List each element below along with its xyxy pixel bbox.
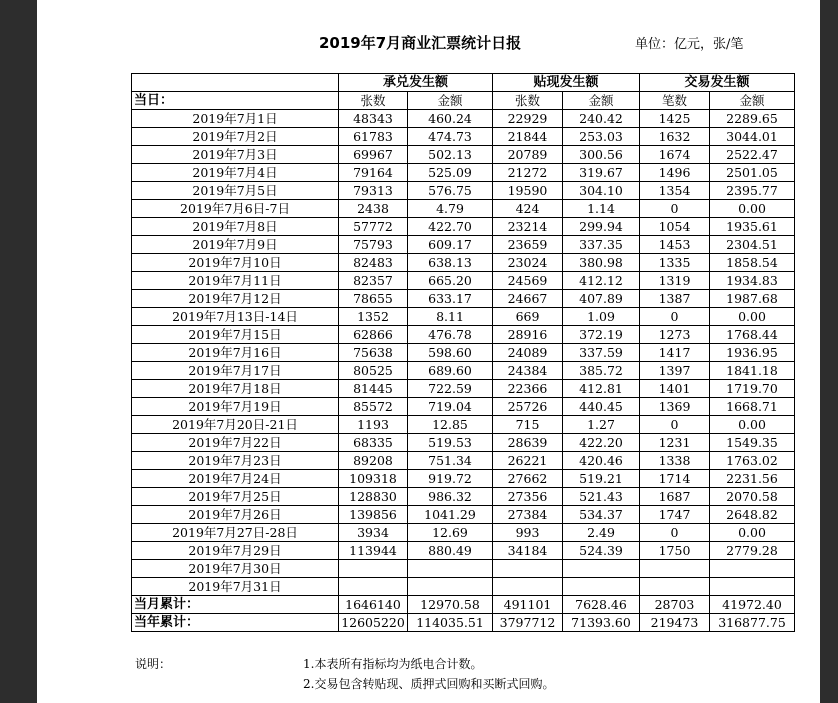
value-cell: 24569 <box>493 272 563 290</box>
value-cell: 299.94 <box>563 218 640 236</box>
value-cell: 1719.70 <box>710 380 795 398</box>
value-cell: 474.73 <box>408 128 493 146</box>
total-value-cell: 316877.75 <box>710 614 795 632</box>
value-cell <box>640 578 710 596</box>
date-cell: 2019年7月19日 <box>132 398 339 416</box>
value-cell: 1747 <box>640 506 710 524</box>
value-cell: 89208 <box>339 452 408 470</box>
value-cell <box>710 578 795 596</box>
value-cell: 0.00 <box>710 416 795 434</box>
value-cell: 2231.56 <box>710 470 795 488</box>
value-cell <box>408 560 493 578</box>
value-cell: 2304.51 <box>710 236 795 254</box>
value-cell: 1335 <box>640 254 710 272</box>
date-cell: 2019年7月9日 <box>132 236 339 254</box>
value-cell: 2289.65 <box>710 110 795 128</box>
value-cell <box>563 560 640 578</box>
table-row <box>132 398 795 416</box>
value-cell: 460.24 <box>408 110 493 128</box>
value-cell: 12.85 <box>408 416 493 434</box>
date-cell: 2019年7月15日 <box>132 326 339 344</box>
total-value-cell: 71393.60 <box>563 614 640 632</box>
note-item: 1.本表所有指标均为纸电合计数。 <box>303 657 483 671</box>
table-row <box>132 470 795 488</box>
table-row <box>132 452 795 470</box>
value-cell: 1369 <box>640 398 710 416</box>
value-cell: 2.49 <box>563 524 640 542</box>
value-cell: 24667 <box>493 290 563 308</box>
value-cell: 20789 <box>493 146 563 164</box>
subheader-cell: 金额 <box>710 92 795 110</box>
value-cell: 82357 <box>339 272 408 290</box>
value-cell: 2522.47 <box>710 146 795 164</box>
value-cell: 880.49 <box>408 542 493 560</box>
date-cell: 2019年7月8日 <box>132 218 339 236</box>
value-cell: 0 <box>640 416 710 434</box>
value-cell: 139856 <box>339 506 408 524</box>
value-cell: 304.10 <box>563 182 640 200</box>
monthly-total-row <box>132 596 795 614</box>
value-cell: 519.21 <box>563 470 640 488</box>
value-cell: 524.39 <box>563 542 640 560</box>
value-cell: 2438 <box>339 200 408 218</box>
value-cell: 919.72 <box>408 470 493 488</box>
value-cell: 1496 <box>640 164 710 182</box>
report-title: 2019年7月商业汇票统计日报 <box>319 34 522 52</box>
date-cell: 2019年7月12日 <box>132 290 339 308</box>
value-cell: 27384 <box>493 506 563 524</box>
date-cell: 2019年7月25日 <box>132 488 339 506</box>
value-cell: 1674 <box>640 146 710 164</box>
date-cell: 2019年7月6日-7日 <box>132 200 339 218</box>
subheader-cell: 笔数 <box>640 92 710 110</box>
value-cell: 2779.28 <box>710 542 795 560</box>
value-cell: 69967 <box>339 146 408 164</box>
table-row <box>132 434 795 452</box>
corner-cell <box>132 74 339 92</box>
value-cell: 385.72 <box>563 362 640 380</box>
value-cell: 372.19 <box>563 326 640 344</box>
value-cell: 1987.68 <box>710 290 795 308</box>
value-cell: 8.11 <box>408 308 493 326</box>
value-cell <box>710 560 795 578</box>
value-cell: 525.09 <box>408 164 493 182</box>
value-cell: 598.60 <box>408 344 493 362</box>
value-cell: 2501.05 <box>710 164 795 182</box>
value-cell: 476.78 <box>408 326 493 344</box>
value-cell: 22366 <box>493 380 563 398</box>
date-cell: 2019年7月1日 <box>132 110 339 128</box>
value-cell: 337.59 <box>563 344 640 362</box>
value-cell: 993 <box>493 524 563 542</box>
value-cell: 24384 <box>493 362 563 380</box>
value-cell: 1193 <box>339 416 408 434</box>
value-cell: 26221 <box>493 452 563 470</box>
table-row <box>132 542 795 560</box>
value-cell <box>563 578 640 596</box>
subheader-cell: 金额 <box>563 92 640 110</box>
total-label: 当月累计： <box>132 596 339 614</box>
value-cell: 1750 <box>640 542 710 560</box>
value-cell: 1319 <box>640 272 710 290</box>
total-value-cell: 28703 <box>640 596 710 614</box>
value-cell: 79164 <box>339 164 408 182</box>
value-cell: 23659 <box>493 236 563 254</box>
value-cell: 1273 <box>640 326 710 344</box>
value-cell: 1401 <box>640 380 710 398</box>
value-cell: 534.37 <box>563 506 640 524</box>
total-value-cell: 7628.46 <box>563 596 640 614</box>
table-row <box>132 344 795 362</box>
group-header-discount: 贴现发生额 <box>493 74 640 92</box>
value-cell: 109318 <box>339 470 408 488</box>
total-value-cell: 41972.40 <box>710 596 795 614</box>
value-cell: 420.46 <box>563 452 640 470</box>
group-header-row <box>132 74 795 92</box>
group-header-transaction: 交易发生额 <box>640 74 795 92</box>
value-cell: 1668.71 <box>710 398 795 416</box>
total-value-cell: 219473 <box>640 614 710 632</box>
report-page <box>37 0 820 703</box>
value-cell <box>408 578 493 596</box>
value-cell: 82483 <box>339 254 408 272</box>
date-cell: 2019年7月3日 <box>132 146 339 164</box>
date-cell: 2019年7月27日-28日 <box>132 524 339 542</box>
value-cell: 57772 <box>339 218 408 236</box>
total-value-cell: 114035.51 <box>408 614 493 632</box>
total-value-cell: 1646140 <box>339 596 408 614</box>
value-cell: 689.60 <box>408 362 493 380</box>
table-row <box>132 308 795 326</box>
value-cell: 1.09 <box>563 308 640 326</box>
value-cell: 0 <box>640 524 710 542</box>
value-cell: 23214 <box>493 218 563 236</box>
table-row <box>132 110 795 128</box>
value-cell: 85572 <box>339 398 408 416</box>
value-cell <box>493 578 563 596</box>
table-row <box>132 236 795 254</box>
value-cell: 22929 <box>493 110 563 128</box>
value-cell: 412.81 <box>563 380 640 398</box>
date-cell: 2019年7月30日 <box>132 560 339 578</box>
value-cell: 4.79 <box>408 200 493 218</box>
value-cell: 1934.83 <box>710 272 795 290</box>
value-cell: 21272 <box>493 164 563 182</box>
value-cell: 669 <box>493 308 563 326</box>
date-cell: 2019年7月11日 <box>132 272 339 290</box>
date-cell: 2019年7月23日 <box>132 452 339 470</box>
value-cell: 62866 <box>339 326 408 344</box>
value-cell: 2070.58 <box>710 488 795 506</box>
value-cell: 422.20 <box>563 434 640 452</box>
table-row <box>132 506 795 524</box>
value-cell: 23024 <box>493 254 563 272</box>
value-cell: 27356 <box>493 488 563 506</box>
value-cell: 48343 <box>339 110 408 128</box>
total-value-cell: 491101 <box>493 596 563 614</box>
value-cell: 519.53 <box>408 434 493 452</box>
value-cell: 1936.95 <box>710 344 795 362</box>
value-cell: 1935.61 <box>710 218 795 236</box>
row-header-label: 当日： <box>132 92 339 110</box>
value-cell: 719.04 <box>408 398 493 416</box>
value-cell: 79313 <box>339 182 408 200</box>
value-cell: 412.12 <box>563 272 640 290</box>
value-cell: 424 <box>493 200 563 218</box>
table-row <box>132 362 795 380</box>
value-cell: 1841.18 <box>710 362 795 380</box>
value-cell: 715 <box>493 416 563 434</box>
value-cell: 1453 <box>640 236 710 254</box>
value-cell: 1687 <box>640 488 710 506</box>
table-row <box>132 416 795 434</box>
value-cell: 576.75 <box>408 182 493 200</box>
date-cell: 2019年7月17日 <box>132 362 339 380</box>
date-cell: 2019年7月26日 <box>132 506 339 524</box>
value-cell: 61783 <box>339 128 408 146</box>
value-cell: 638.13 <box>408 254 493 272</box>
value-cell: 81445 <box>339 380 408 398</box>
value-cell: 34184 <box>493 542 563 560</box>
value-cell: 3044.01 <box>710 128 795 146</box>
value-cell: 0.00 <box>710 308 795 326</box>
value-cell: 440.45 <box>563 398 640 416</box>
value-cell: 80525 <box>339 362 408 380</box>
value-cell: 0 <box>640 200 710 218</box>
date-cell: 2019年7月20日-21日 <box>132 416 339 434</box>
value-cell: 1397 <box>640 362 710 380</box>
value-cell: 521.43 <box>563 488 640 506</box>
table-row <box>132 200 795 218</box>
table-row <box>132 380 795 398</box>
total-value-cell: 3797712 <box>493 614 563 632</box>
subheader-cell: 张数 <box>493 92 563 110</box>
value-cell: 422.70 <box>408 218 493 236</box>
value-cell: 75793 <box>339 236 408 254</box>
note-item: 2.交易包含转贴现、质押式回购和买断式回购。 <box>303 677 555 691</box>
date-cell: 2019年7月16日 <box>132 344 339 362</box>
date-cell: 2019年7月4日 <box>132 164 339 182</box>
unit-label: 单位：亿元，张/笔 <box>635 37 744 52</box>
table-row <box>132 146 795 164</box>
value-cell: 1338 <box>640 452 710 470</box>
value-cell: 1387 <box>640 290 710 308</box>
value-cell: 19590 <box>493 182 563 200</box>
daily-report-table <box>131 73 795 632</box>
value-cell: 1714 <box>640 470 710 488</box>
table-row <box>132 524 795 542</box>
value-cell: 1352 <box>339 308 408 326</box>
value-cell: 75638 <box>339 344 408 362</box>
value-cell: 751.34 <box>408 452 493 470</box>
value-cell: 1858.54 <box>710 254 795 272</box>
value-cell: 300.56 <box>563 146 640 164</box>
value-cell: 1768.44 <box>710 326 795 344</box>
table-row <box>132 560 795 578</box>
table-row <box>132 254 795 272</box>
table-row <box>132 164 795 182</box>
table-row <box>132 326 795 344</box>
group-header-acceptance: 承兑发生额 <box>339 74 493 92</box>
table-row <box>132 218 795 236</box>
value-cell: 24089 <box>493 344 563 362</box>
yearly-total-row <box>132 614 795 632</box>
value-cell: 1763.02 <box>710 452 795 470</box>
value-cell: 0 <box>640 308 710 326</box>
total-value-cell: 12605220 <box>339 614 408 632</box>
value-cell: 380.98 <box>563 254 640 272</box>
table-row <box>132 488 795 506</box>
date-cell: 2019年7月10日 <box>132 254 339 272</box>
value-cell: 722.59 <box>408 380 493 398</box>
value-cell: 12.69 <box>408 524 493 542</box>
value-cell: 113944 <box>339 542 408 560</box>
value-cell <box>493 560 563 578</box>
value-cell: 240.42 <box>563 110 640 128</box>
value-cell: 502.13 <box>408 146 493 164</box>
table-row <box>132 128 795 146</box>
value-cell: 1231 <box>640 434 710 452</box>
value-cell: 1054 <box>640 218 710 236</box>
date-cell: 2019年7月18日 <box>132 380 339 398</box>
value-cell: 1.27 <box>563 416 640 434</box>
value-cell: 986.32 <box>408 488 493 506</box>
value-cell: 319.67 <box>563 164 640 182</box>
date-cell: 2019年7月24日 <box>132 470 339 488</box>
date-cell: 2019年7月22日 <box>132 434 339 452</box>
value-cell: 78655 <box>339 290 408 308</box>
value-cell: 1425 <box>640 110 710 128</box>
value-cell: 0.00 <box>710 524 795 542</box>
value-cell: 25726 <box>493 398 563 416</box>
value-cell: 665.20 <box>408 272 493 290</box>
value-cell: 0.00 <box>710 200 795 218</box>
value-cell: 1.14 <box>563 200 640 218</box>
value-cell <box>640 560 710 578</box>
total-label: 当年累计： <box>132 614 339 632</box>
value-cell: 68335 <box>339 434 408 452</box>
value-cell: 2395.77 <box>710 182 795 200</box>
value-cell: 128830 <box>339 488 408 506</box>
table-row <box>132 290 795 308</box>
table-row <box>132 182 795 200</box>
date-cell: 2019年7月29日 <box>132 542 339 560</box>
value-cell: 407.89 <box>563 290 640 308</box>
total-value-cell: 12970.58 <box>408 596 493 614</box>
value-cell: 1041.29 <box>408 506 493 524</box>
value-cell <box>339 578 408 596</box>
value-cell: 633.17 <box>408 290 493 308</box>
value-cell: 609.17 <box>408 236 493 254</box>
subheader-cell: 张数 <box>339 92 408 110</box>
value-cell: 28916 <box>493 326 563 344</box>
date-cell: 2019年7月13日-14日 <box>132 308 339 326</box>
table-row <box>132 272 795 290</box>
value-cell: 1417 <box>640 344 710 362</box>
value-cell: 27662 <box>493 470 563 488</box>
notes-label: 说明： <box>135 657 172 671</box>
date-cell: 2019年7月2日 <box>132 128 339 146</box>
value-cell: 3934 <box>339 524 408 542</box>
date-cell: 2019年7月5日 <box>132 182 339 200</box>
value-cell <box>339 560 408 578</box>
sub-header-row <box>132 92 795 110</box>
value-cell: 253.03 <box>563 128 640 146</box>
value-cell: 2648.82 <box>710 506 795 524</box>
value-cell: 1354 <box>640 182 710 200</box>
value-cell: 28639 <box>493 434 563 452</box>
value-cell: 1549.35 <box>710 434 795 452</box>
value-cell: 1632 <box>640 128 710 146</box>
subheader-cell: 金额 <box>408 92 493 110</box>
table-row <box>132 578 795 596</box>
value-cell: 21844 <box>493 128 563 146</box>
value-cell: 337.35 <box>563 236 640 254</box>
date-cell: 2019年7月31日 <box>132 578 339 596</box>
